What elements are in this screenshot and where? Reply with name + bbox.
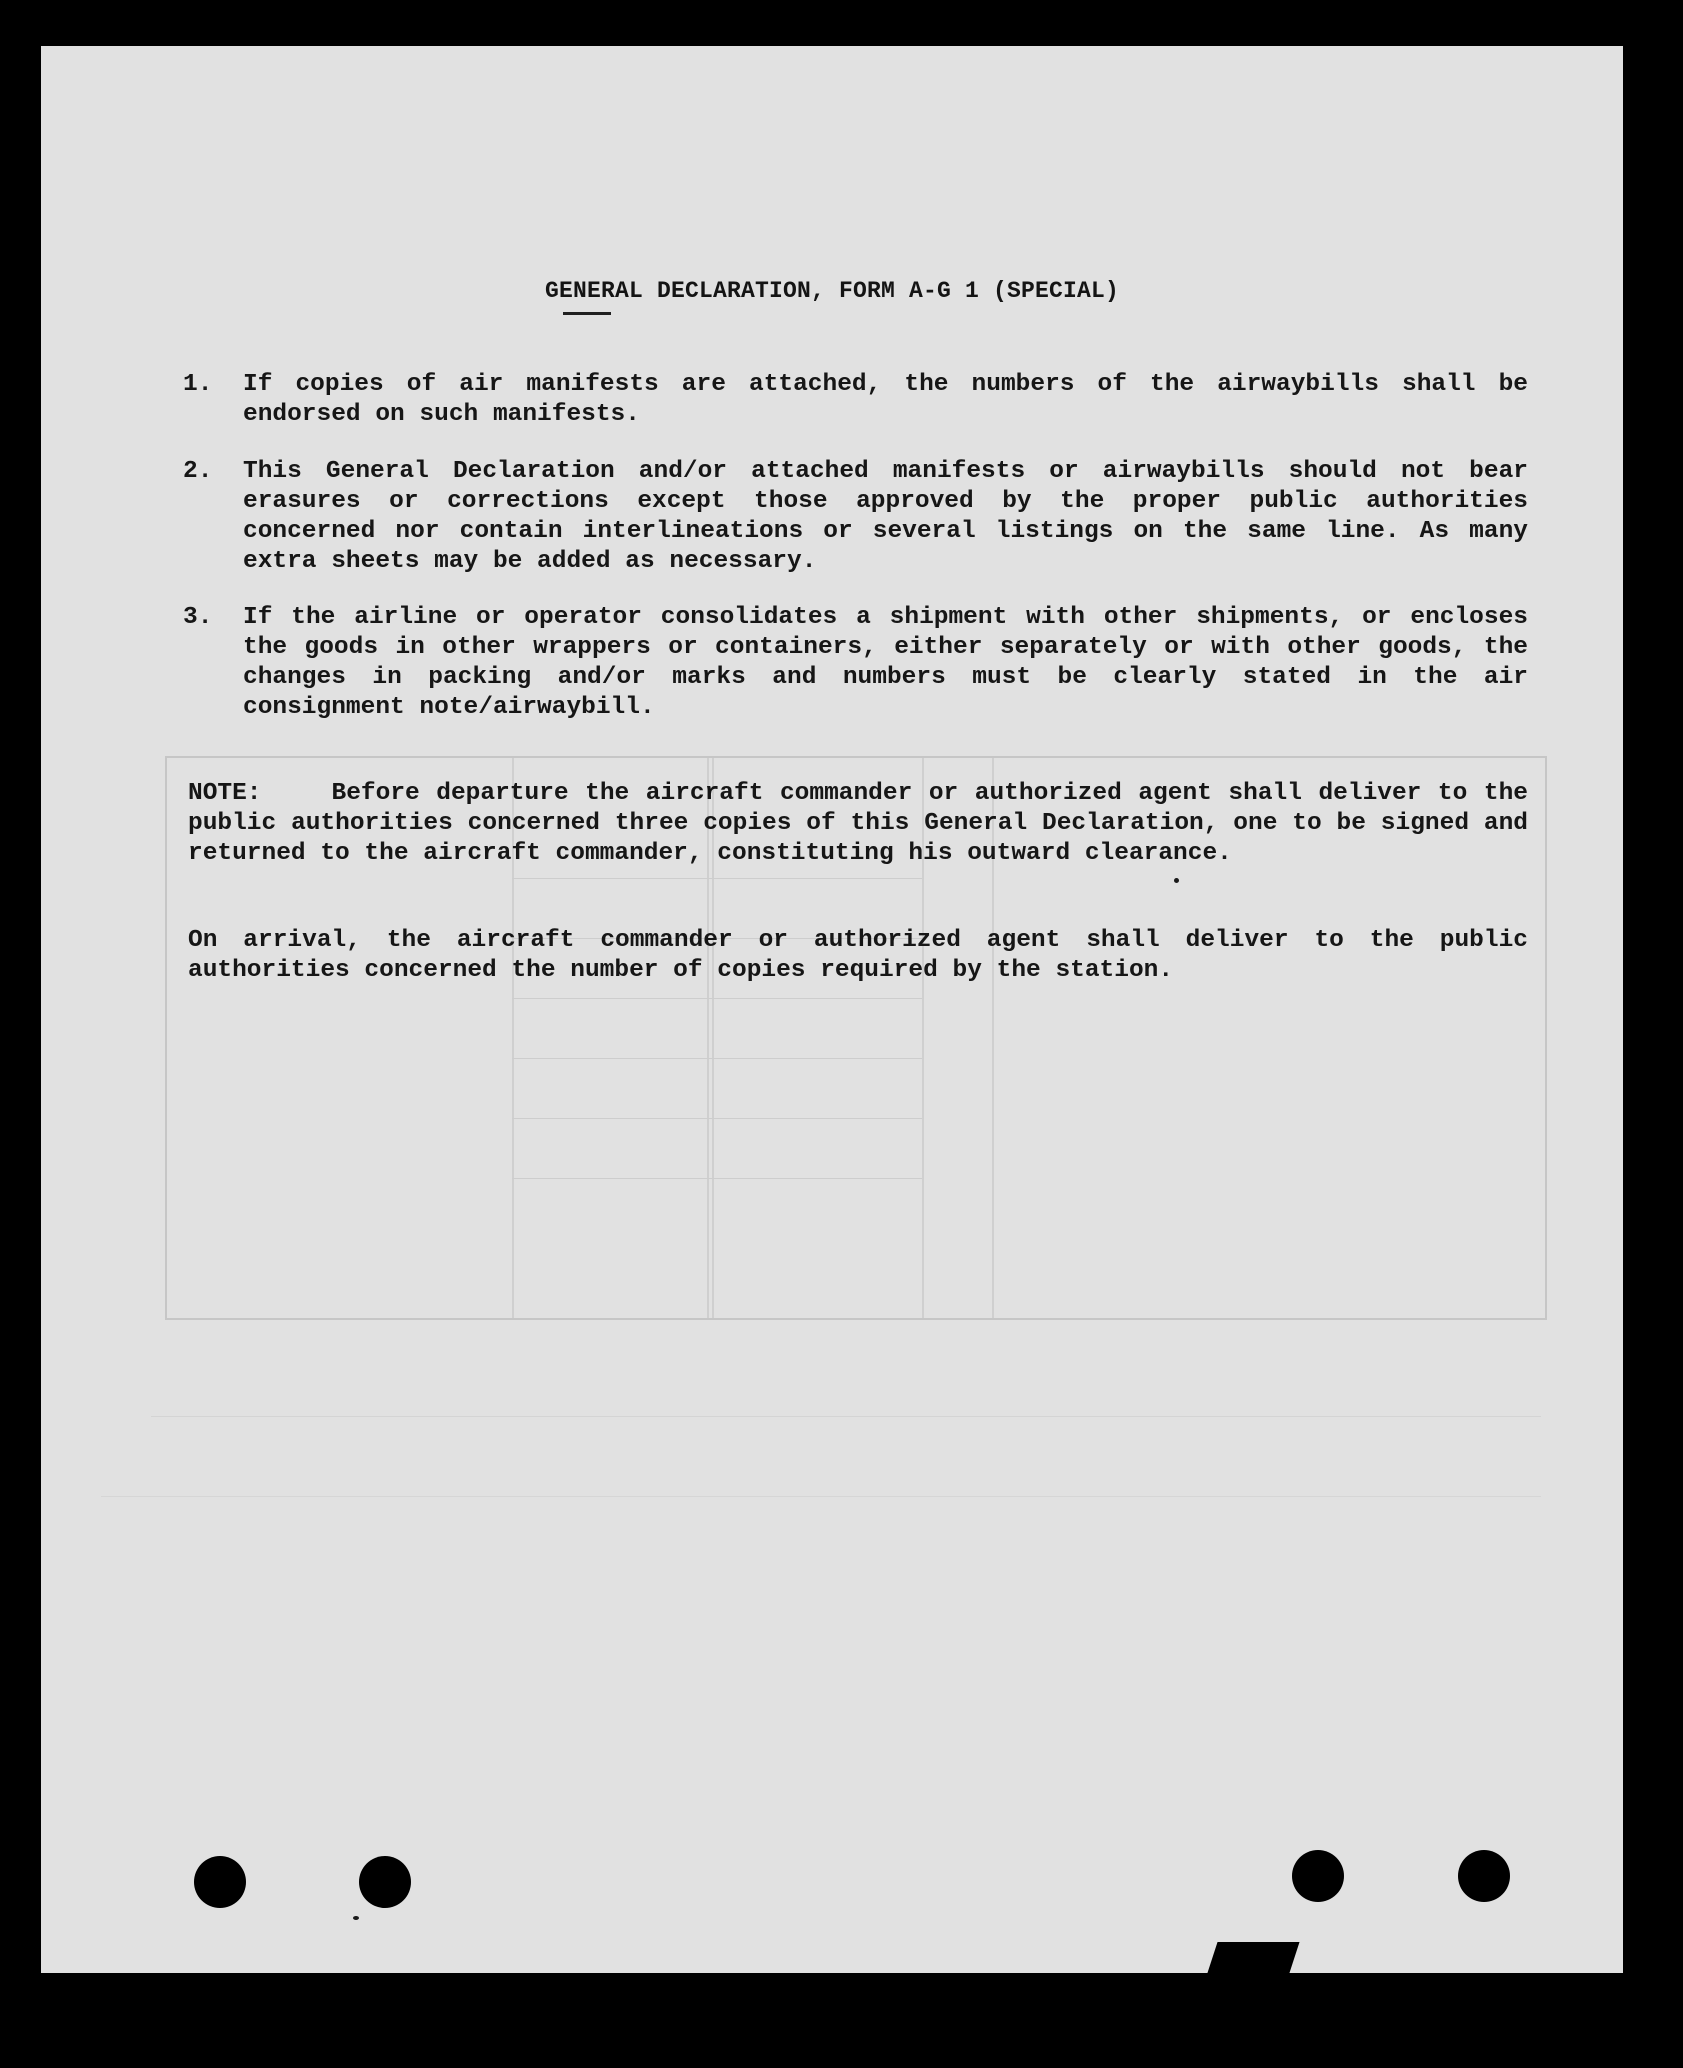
- item-number: 2.: [183, 458, 213, 485]
- torn-paper-edge: [1230, 1970, 1276, 1994]
- title-underline: [563, 312, 611, 315]
- bleed-through-row-rule: [512, 1178, 922, 1179]
- bleed-through-rule: [101, 1496, 1541, 1497]
- ink-speck: [1174, 878, 1179, 883]
- item-number: 3.: [183, 604, 213, 631]
- ink-speck: [353, 1916, 359, 1920]
- bleed-through-row-rule: [512, 1118, 922, 1119]
- punch-hole: [1458, 1850, 1510, 1902]
- instruction-item-3: [183, 603, 1528, 723]
- note-label: NOTE:: [188, 780, 262, 807]
- punch-hole: [194, 1856, 246, 1908]
- note-text: Before departure the aircraft commander or authorized agent shall deliver to the public authorities concerned three copies of this General Declaration, one to be signed and returned to the aircraft commander, constituting his outward clearance.: [188, 780, 1528, 867]
- bleed-through-rule: [151, 1416, 1541, 1417]
- punch-hole: [1292, 1850, 1344, 1902]
- reverse-side-bleed-through: [41, 46, 1623, 1973]
- bleed-through-row-rule: [512, 1058, 922, 1059]
- punch-hole: [359, 1856, 411, 1908]
- note-paragraph: [188, 779, 1528, 869]
- document-page: [41, 46, 1623, 1973]
- instruction-item-2: [183, 457, 1528, 577]
- item-text: If the airline or operator consolidates a shipment with other shipments, or encloses the goods in other wrappers or containers, either separately or with other goods, the changes in packing and/or marks and numbers must be clearly stated in the air consignment note/airwaybill.: [243, 604, 1528, 721]
- arrival-paragraph: On arrival, the aircraft commander or authorized agent shall deliver to the public authorities concerned the number of copies required by the station.: [188, 927, 1528, 984]
- bleed-through-row-rule: [512, 998, 922, 999]
- instruction-item-1: [183, 370, 1528, 430]
- page-title: GENERAL DECLARATION, FORM A-G 1 (SPECIAL): [544, 278, 1120, 304]
- item-number: 1.: [183, 371, 213, 398]
- item-text: If copies of air manifests are attached, the numbers of the airwaybills shall be endorsed on such manifests.: [243, 371, 1528, 428]
- item-text: This General Declaration and/or attached manifests or airwaybills should not bear erasures or corrections except those approved by the proper public authorities concerned nor contain interlineations or several listings on the same line. As many extra sheets may be added as necessary.: [243, 458, 1528, 575]
- bleed-through-row-rule: [512, 878, 922, 879]
